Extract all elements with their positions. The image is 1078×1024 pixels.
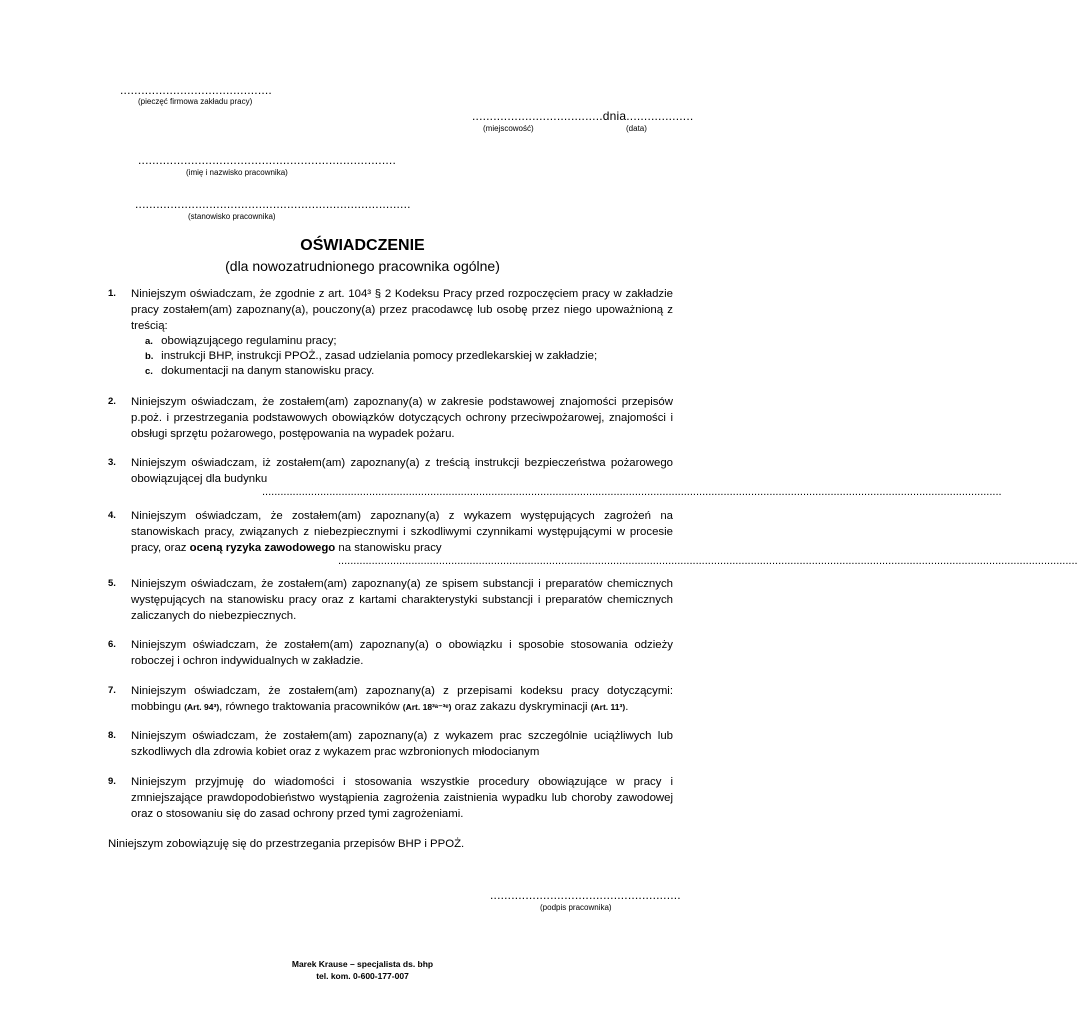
statement-item-5 bbox=[108, 576, 673, 624]
item-text: Niniejszym oświadczam, że zostałem(am) zapoznany(a) o obowiązku i sposobie stosowania odzieży roboczej i ochron indywidualnych w zakładzie. bbox=[131, 639, 673, 667]
footer-author: Marek Krause – specjalista ds. bhp bbox=[291, 959, 434, 969]
item-text: Niniejszym oświadczam, że zostałem(am) zapoznany(a) w zakresie podstawowej znajomości przepisów p.poż. i przestrzegania podstawowych obowiązków dotyczących ochrony przeciwpożarowej, znajomości i obsługi sprzętu pożarowego, postępowania na wypadek pożaru. bbox=[131, 396, 673, 440]
subitem-text: obowiązującego regulaminu pracy; bbox=[161, 335, 337, 347]
article-ref: (Art. 18³ᵃ⁻³ᵉ) bbox=[402, 702, 452, 712]
statement-item-1 bbox=[108, 286, 673, 334]
subitem-letter: c. bbox=[145, 366, 153, 377]
statement-item-7 bbox=[108, 683, 673, 715]
signature-caption: (podpis pracownika) bbox=[540, 903, 612, 912]
statement-item-6 bbox=[108, 637, 673, 669]
item-number: 3. bbox=[108, 457, 116, 468]
item-text: Niniejszym przyjmuję do wiadomości i stosowania wszystkie procedury obowiązujące w pracy i zmniejszające prawdopodobieństwo wystąpienia zagrożenia zaistnienia wypadku lub choroby zawodowej oraz o stosowaniu się do zasad ochrony przed tymi zagrożeniami. bbox=[131, 776, 673, 820]
item-number: 9. bbox=[108, 776, 116, 787]
place-caption: (miejscowość) bbox=[483, 124, 534, 133]
closing-statement: Niniejszym zobowiązuję się do przestrzegania przepisów BHP i PPOŻ. bbox=[108, 838, 465, 850]
item-number: 7. bbox=[108, 685, 116, 696]
company-stamp-caption: (pieczęć firmowa zakładu pracy) bbox=[138, 97, 253, 106]
building-fill-line: .................................................................................................................................................................................................................................................. bbox=[262, 486, 1002, 498]
item-text: Niniejszym oświadczam, iż zostałem(am) zapoznany(a) z treścią instrukcji bezpieczeństwa pożarowego obowiązującej dla budynku bbox=[131, 457, 673, 485]
item-number: 2. bbox=[108, 396, 116, 407]
employee-name-caption: (imię i nazwisko pracownika) bbox=[186, 168, 288, 177]
item-text: Niniejszym oświadczam, że zostałem(am) zapoznany(a) z przepisami kodeksu pracy dotyczącymi: mobbingu (Art. 94³), równego traktowania pracowników (Art. 18³ᵃ⁻³ᵉ) oraz zakazu dyskryminacji (Art. 11³). bbox=[131, 685, 673, 713]
employee-position-line: .............................................................................. bbox=[135, 197, 411, 211]
employee-name-line: ......................................................................... bbox=[138, 153, 396, 167]
item-text: Niniejszym oświadczam, że zgodnie z art. 104³ § 2 Kodeksu Pracy przed rozpoczęciem pracy w zakładzie pracy zostałem(am) zapoznany(a), pouczony(a) przez pracodawcę lub osobę przez niego upoważnioną z treścią: bbox=[131, 288, 673, 332]
article-ref: (Art. 11³) bbox=[590, 702, 626, 712]
statement-item-4 bbox=[108, 508, 673, 556]
article-ref: (Art. 94³) bbox=[184, 702, 220, 712]
subitem-text: instrukcji BHP, instrukcji PPOŻ., zasad udzielania pomocy przedlekarskiej w zakładzie; bbox=[161, 350, 598, 362]
statement-item-3 bbox=[108, 455, 673, 487]
item-number: 8. bbox=[108, 730, 116, 741]
date-caption: (data) bbox=[626, 124, 647, 133]
item-number: 6. bbox=[108, 639, 116, 650]
item-number: 5. bbox=[108, 578, 116, 589]
place-date-line: .....................................dnia................... bbox=[472, 109, 694, 123]
statement-item-8 bbox=[108, 728, 673, 760]
statement-item-2 bbox=[108, 394, 673, 442]
document-title: OŚWIADCZENIE bbox=[300, 237, 425, 254]
statement-item-9 bbox=[108, 774, 673, 822]
item-text: Niniejszym oświadczam, że zostałem(am) zapoznany(a) ze spisem substancji i preparatów chemicznych występujących na stanowisku pracy oraz z kartami charakterystyki substancji i preparatów chemicznych zaliczanych do niebezpiecznych. bbox=[131, 578, 673, 622]
employee-position-caption: (stanowisko pracownika) bbox=[188, 212, 276, 221]
item-number: 4. bbox=[108, 510, 116, 521]
item-number: 1. bbox=[108, 288, 116, 299]
subitem-c bbox=[145, 363, 374, 380]
subitem-text: dokumentacji na danym stanowisku pracy. bbox=[161, 365, 375, 377]
workstation-fill-line: .................................................................................................................................................................................................................................................. bbox=[338, 555, 1078, 567]
company-stamp-line: ........................................... bbox=[120, 83, 272, 97]
document-subtitle: (dla nowozatrudnionego pracownika ogólne) bbox=[225, 258, 500, 274]
subitem-letter: a. bbox=[145, 336, 153, 347]
subitem-letter: b. bbox=[145, 351, 154, 362]
item-text: Niniejszym oświadczam, że zostałem(am) zapoznany(a) z wykazem prac szczególnie uciążliwych lub szkodliwych dla zdrowia kobiet oraz z wykazem prac wzbronionych młodocianym bbox=[131, 730, 673, 758]
signature-line: ...................................................... bbox=[490, 888, 681, 902]
footer-phone: tel. kom. 0-600-177-007 bbox=[316, 971, 409, 981]
item-text: Niniejszym oświadczam, że zostałem(am) zapoznany(a) z wykazem występujących zagrożeń na stanowiskach pracy, związanych z niebezpiecznymi i szkodliwymi czynnikami występującymi w procesie pracy, oraz oceną ryzyka zawodowego na stanowisku pracy bbox=[131, 510, 673, 554]
risk-assessment-bold: oceną ryzyka zawodowego bbox=[189, 542, 336, 554]
